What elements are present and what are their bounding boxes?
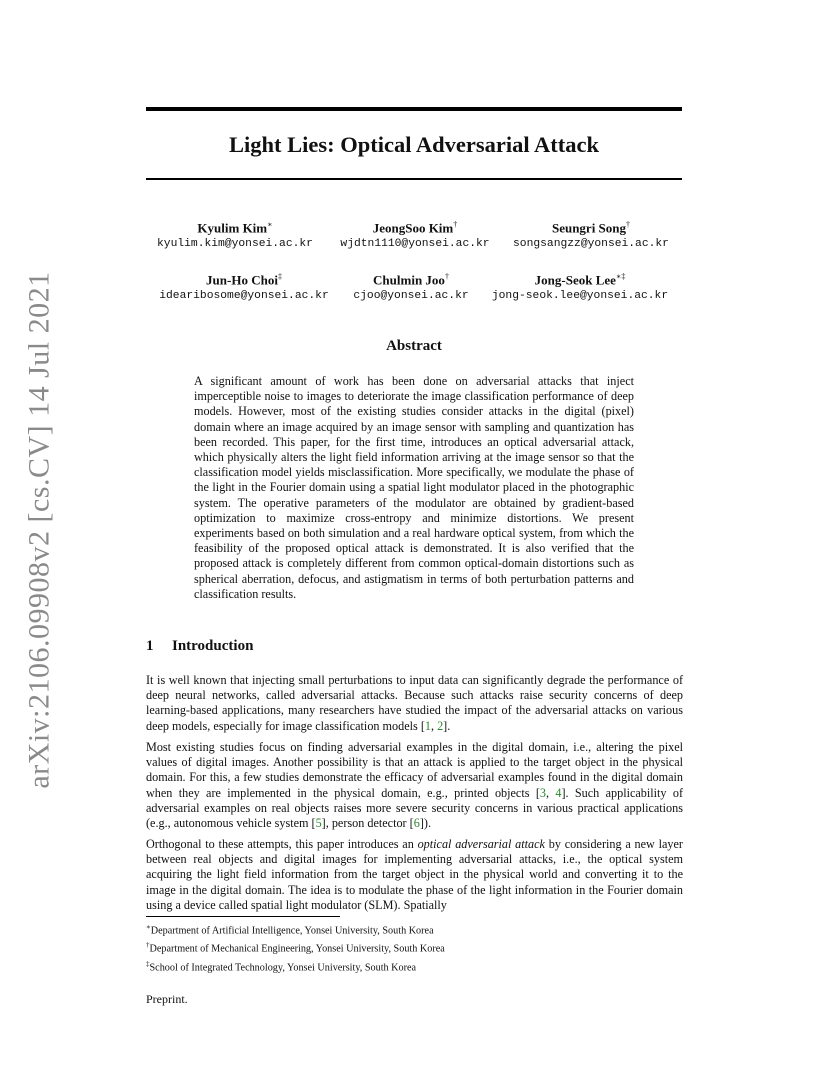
title-rule-bottom bbox=[146, 178, 682, 180]
author-email[interactable]: idearibosome@yonsei.ac.kr bbox=[159, 290, 329, 303]
footnote: †Department of Mechanical Engineering, Yonsei University, South Korea bbox=[146, 941, 445, 955]
footnote: ‡School of Integrated Technology, Yonsei University, South Korea bbox=[146, 959, 417, 974]
citation-link[interactable]: 6 bbox=[413, 816, 420, 831]
intro-paragraph-2: Most existing studies focus on finding adversarial examples in the digital domain, i.e., altering the pixel values of digital images. Another possibility is that an attack is applied to the target object in the physical domain. For this, a few studies demonstrate the efficacy of adversarial examples found in the digital domain when they are implemented in the physical domain, e.g., printed objects [3, 4]. Such applicability of adversarial examples on real objects raises more severe security concerns in various practical applications (e.g., autonomous vehicle system [5], person detector [6]). bbox=[146, 740, 684, 831]
citation-link[interactable]: 2 bbox=[437, 718, 444, 733]
citation-link[interactable]: 1 bbox=[424, 718, 431, 733]
author-block bbox=[149, 269, 339, 304]
author-block bbox=[496, 217, 686, 252]
preprint-label: Preprint. bbox=[146, 992, 188, 1006]
author-name: Kyulim Kim∗ bbox=[197, 220, 273, 236]
intro-paragraph-3: Orthogonal to these attempts, this paper introduces an optical adversarial attack by considering a new layer between real objects and digital images for implementing adversarial attacks, i.e., the optical system acquiring the light field information from the target object in the physical world and converting it to the image in the digital domain. The idea is to modulate the phase of the light information in the Fourier domain using a device called spatial light modulator (SLM). Spatially bbox=[146, 837, 683, 912]
author-name: Chulmin Joo† bbox=[373, 272, 449, 288]
author-block bbox=[485, 269, 675, 304]
title-rule-top bbox=[146, 107, 682, 111]
author-name: JeongSoo Kim† bbox=[372, 220, 458, 236]
section-number: 1 bbox=[146, 638, 154, 654]
arxiv-identifier: arXiv:2106.09908v2 [cs.CV] 14 Jul 2021 bbox=[23, 271, 57, 789]
section-heading bbox=[146, 638, 253, 655]
author-email[interactable]: wjdtn1110@yonsei.ac.kr bbox=[340, 238, 490, 251]
author-name: Jong-Seok Lee∗‡ bbox=[534, 272, 626, 288]
section-title: Introduction bbox=[172, 638, 254, 654]
citation-link[interactable]: 5 bbox=[315, 816, 322, 831]
author-name: Seungri Song† bbox=[551, 220, 631, 236]
citation-link[interactable]: 4 bbox=[555, 785, 562, 800]
author-email[interactable]: cjoo@yonsei.ac.kr bbox=[353, 290, 469, 303]
citation-link[interactable]: 3 bbox=[539, 785, 546, 800]
abstract-heading: Abstract bbox=[386, 338, 442, 354]
emphasis: optical adversarial attack bbox=[417, 837, 545, 851]
author-block bbox=[316, 269, 506, 304]
abstract-text: A significant amount of work has been done on adversarial attacks that inject imperceptible noise to images to deteriorate the image classification performance of deep models. However, most of the existing studies consider attacks in the digital (pixel) domain where an image acquired by an image sensor with sampling and quantization has been recorded. This paper, for the first time, introduces an optical adversarial attack, which physically alters the light field information arriving at the image sensor so that the classification model yields misclassification. More specifically, we modulate the phase of the light in the Fourier domain using a spatial light modulator placed in the photographic system. The operative parameters of the modulator are obtained by gradient-based optimization to maximize cross-entropy and minimize distortions. We present experiments based on both simulation and a real hardware optical system, from which the feasibility of the proposed optical attack is demonstrated. It is also verified that the proposed attack is completely different from common optical-domain distortions such as spherical aberration, defocus, and astigmatism in terms of both perturbation patterns and classification results. bbox=[194, 374, 634, 601]
footnote-rule bbox=[146, 916, 340, 917]
author-email[interactable]: kyulim.kim@yonsei.ac.kr bbox=[157, 238, 313, 251]
author-block bbox=[140, 217, 330, 252]
footnotes bbox=[146, 920, 445, 975]
footnote: ∗Department of Artificial Intelligence, Yonsei University, South Korea bbox=[146, 923, 434, 937]
intro-paragraph-1: It is well known that injecting small perturbations to input data can significantly degrade the performance of deep neural networks, called adversarial attacks. Because such attacks raise security concerns of deep learning-based applications, many researchers have studied the impact of the adversarial attacks on various deep models, especially for image classification models [1, 2]. bbox=[146, 673, 683, 733]
author-email[interactable]: jong-seok.lee@yonsei.ac.kr bbox=[491, 290, 669, 303]
author-name: Jun-Ho Choi‡ bbox=[206, 272, 282, 288]
paper-title: Light Lies: Optical Adversarial Attack bbox=[229, 132, 599, 157]
author-email[interactable]: songsangzz@yonsei.ac.kr bbox=[513, 238, 669, 251]
author-block bbox=[320, 217, 510, 252]
